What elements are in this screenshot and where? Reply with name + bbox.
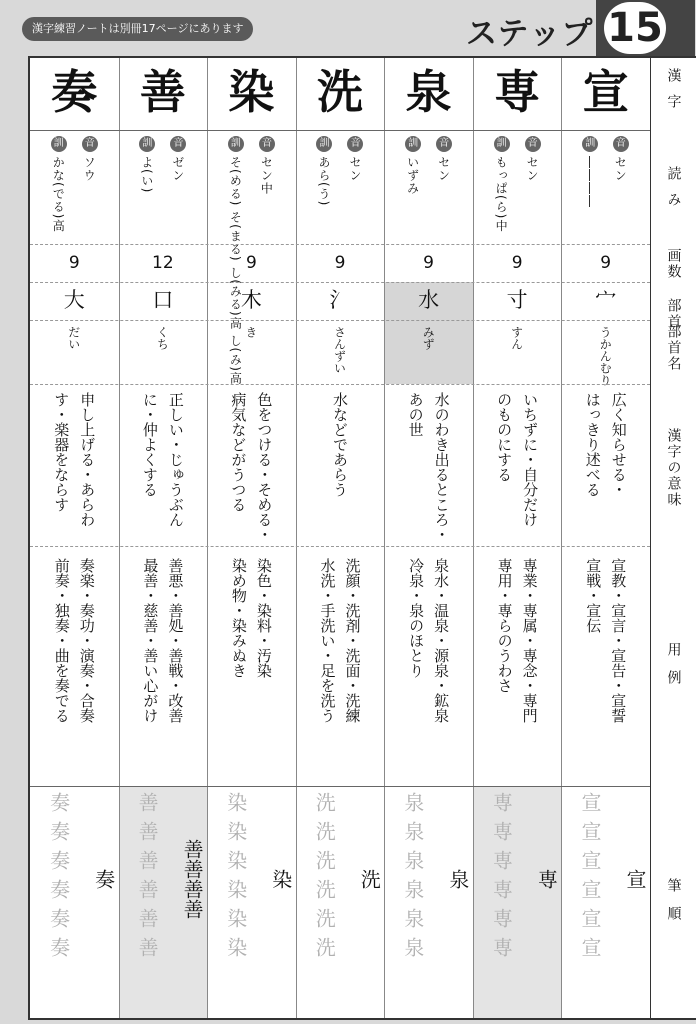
example-line: 洗顔・洗剤・洗面・洗練	[343, 558, 362, 723]
row-divider	[30, 320, 650, 321]
on-reading: セン	[613, 156, 628, 182]
radical: 氵	[329, 288, 351, 312]
on-badge: 音	[525, 136, 541, 152]
meaning-line: あの世	[406, 392, 425, 437]
kanji-column	[30, 58, 119, 1018]
label-kakusu: 画数	[665, 248, 682, 280]
meaning-line: 病気などがうつる	[229, 392, 248, 512]
example-line: 宣戦・宣伝	[584, 558, 603, 633]
on-badge: 音	[170, 136, 186, 152]
kun-reading: ――――	[583, 156, 598, 208]
example-line: 水洗・手洗い・足を洗う	[318, 558, 337, 723]
kanji-char: 善	[139, 65, 186, 119]
example-line: 前奏・独奏・曲を奏でる	[52, 558, 71, 723]
kun-reading: かな(でる)高	[51, 156, 66, 233]
meaning-line: のものにする	[495, 392, 514, 482]
on-reading: ゼン	[170, 156, 185, 182]
stroke-order	[296, 786, 385, 1018]
label-stroke-order: 筆順	[665, 878, 682, 934]
stroke-count: 12	[152, 253, 174, 273]
meaning-line: に・仲よくする	[140, 392, 159, 497]
label-examples: 用例	[665, 642, 682, 698]
meaning-line: 水などであらう	[330, 392, 349, 497]
stroke-order	[30, 786, 119, 1018]
label-bushu-name: 部首名	[665, 324, 682, 372]
stroke-order-first: 泉	[445, 869, 470, 889]
column-divider	[384, 58, 385, 1018]
radical: 大	[63, 288, 85, 312]
meaning	[207, 384, 296, 546]
kanji-char: 染	[228, 65, 275, 119]
examples	[296, 546, 385, 786]
example-line: 専用・専らのうわさ	[495, 558, 514, 693]
kun-badge: 訓	[494, 136, 510, 152]
column-divider	[207, 58, 208, 1018]
stroke-order-steps: 善善善善善善	[135, 792, 160, 966]
stroke-order-steps: 泉泉泉泉泉泉	[400, 792, 425, 966]
meaning	[473, 384, 562, 546]
meaning-line: はっきり述べる	[583, 392, 602, 497]
on-reading: ソウ	[82, 156, 97, 182]
stroke-count: 9	[68, 253, 80, 273]
column-divider	[296, 58, 297, 1018]
radical: 寸	[506, 288, 528, 312]
stroke-order-steps: 宣宣宣宣宣宣	[577, 792, 602, 966]
row-labels	[650, 58, 696, 1018]
radical-name-cell	[384, 320, 473, 384]
stroke-count: 9	[600, 253, 612, 273]
row-divider	[30, 282, 650, 283]
readings	[296, 130, 385, 244]
examples	[473, 546, 562, 786]
label-yomi: 読み	[665, 166, 682, 218]
examples	[207, 546, 296, 786]
column-divider	[119, 58, 120, 1018]
kanji-char: 専	[494, 65, 541, 119]
meaning-line: 広く知らせる・	[609, 392, 628, 497]
kanji-column	[296, 58, 385, 1018]
on-reading: セン	[436, 156, 451, 182]
meaning-line: す・楽器をならす	[52, 392, 71, 512]
meaning	[30, 384, 119, 546]
kanji-column	[119, 58, 208, 1018]
kanji-column	[384, 58, 473, 1018]
kun-badge: 訓	[582, 136, 598, 152]
example-line: 泉水・温泉・源泉・鉱泉	[432, 558, 451, 723]
meaning-line: 正しい・じゅうぶん	[166, 392, 185, 527]
radical-name: き	[243, 326, 258, 338]
meaning-line: いちずに・自分だけ	[521, 392, 540, 527]
label-bushu: 部首	[665, 298, 682, 330]
stroke-order-first: 奏	[91, 869, 116, 889]
kun-reading: あら(う)	[316, 156, 331, 207]
on-badge: 音	[613, 136, 629, 152]
radical-name-cell	[207, 320, 296, 384]
kanji-char: 洗	[316, 65, 363, 119]
kun-badge: 訓	[316, 136, 332, 152]
radical: 水	[384, 282, 473, 320]
step-label: ステップ	[466, 16, 594, 52]
example-line: 宣教・宣言・宣告・宣誓	[609, 558, 628, 723]
radical-name: くち	[155, 326, 170, 350]
readings	[384, 130, 473, 244]
stroke-order-steps: 染染染染染染	[223, 792, 248, 966]
meaning	[384, 384, 473, 546]
example-line: 善悪・善処・善戦・改善	[166, 558, 185, 723]
radical-name: みず	[421, 326, 436, 350]
readings	[473, 130, 562, 244]
step-number: 15	[604, 2, 666, 54]
stroke-order	[207, 786, 296, 1018]
stroke-count: 9	[423, 253, 434, 273]
example-line: 専業・専属・専念・専門	[520, 558, 539, 723]
kanji-char: 宣	[582, 65, 629, 119]
on-badge: 音	[347, 136, 363, 152]
on-reading: セン中	[259, 156, 274, 195]
column-divider	[561, 58, 562, 1018]
radical-name: すん	[509, 326, 524, 350]
radical-name-cell	[473, 320, 562, 384]
on-badge: 音	[436, 136, 452, 152]
kun-badge: 訓	[405, 136, 421, 152]
kun-badge: 訓	[139, 136, 155, 152]
on-reading: セン	[347, 156, 362, 182]
stroke-order	[119, 786, 208, 1018]
examples	[384, 546, 473, 786]
stroke-order-first: 宣	[622, 869, 647, 889]
kun-badge: 訓	[228, 136, 244, 152]
radical: 口	[152, 288, 174, 312]
kanji-column	[473, 58, 562, 1018]
stroke-order	[473, 786, 562, 1018]
label-kanji: 漢字	[665, 68, 682, 120]
kanji-table	[28, 56, 696, 1020]
on-reading: セン	[525, 156, 540, 182]
row-divider	[30, 130, 650, 131]
radical-name-cell	[561, 320, 650, 384]
radical-name: だい	[66, 326, 81, 350]
meaning	[561, 384, 650, 546]
radical: 木	[240, 288, 262, 312]
kanji-char: 奏	[51, 65, 98, 119]
readings	[561, 130, 650, 244]
kun-reading: もっぱ(ら)中	[494, 156, 509, 233]
row-divider	[30, 786, 650, 787]
kanji-column	[561, 58, 650, 1018]
stroke-order	[384, 786, 473, 1018]
stroke-order-steps: 奏奏奏奏奏奏	[46, 792, 71, 966]
stroke-count: 9	[246, 253, 257, 273]
radical-name-cell	[30, 320, 119, 384]
radical-name-cell	[296, 320, 385, 384]
kun-reading: いずみ	[405, 156, 420, 195]
kanji-char: 泉	[405, 65, 452, 119]
examples	[561, 546, 650, 786]
stroke-order-first: 洗	[357, 869, 382, 889]
on-badge: 音	[259, 136, 275, 152]
kun-reading: そ(める) そ(まる) し(みる)高 し(み)高	[228, 156, 243, 385]
row-divider	[30, 244, 650, 245]
meaning-line: 水のわき出るところ・	[432, 392, 451, 542]
readings	[119, 130, 208, 244]
row-divider	[30, 384, 650, 385]
meaning	[119, 384, 208, 546]
stroke-order-first: 善善善善	[180, 839, 205, 919]
radical-name-cell	[119, 320, 208, 384]
example-line: 最善・慈善・善い心がけ	[141, 558, 160, 723]
stroke-order-steps: 専専専専専専	[489, 792, 514, 966]
column-divider	[473, 58, 474, 1018]
kun-badge: 訓	[51, 136, 67, 152]
meaning-line: 色をつける・そめる・	[255, 392, 274, 542]
examples	[30, 546, 119, 786]
kanji-column	[207, 58, 296, 1018]
label-meaning: 漢字の意味	[665, 428, 682, 508]
kun-reading: よ(い)	[139, 156, 154, 194]
example-line: 染め物・染みぬき	[229, 558, 248, 678]
radical-name: うかんむり	[598, 326, 613, 386]
meaning	[296, 384, 385, 546]
examples	[119, 546, 208, 786]
meaning-line: 申し上げる・あらわ	[78, 392, 97, 527]
stroke-count: 9	[511, 253, 523, 273]
on-badge: 音	[82, 136, 98, 152]
workbook-note: 漢字練習ノートは別冊17ページにあります	[22, 17, 253, 41]
stroke-order-first: 専	[534, 869, 559, 889]
row-divider	[30, 546, 650, 547]
readings	[207, 130, 296, 385]
stroke-order-steps: 洗洗洗洗洗洗	[312, 792, 337, 966]
example-line: 冷泉・泉のほとり	[407, 558, 426, 678]
stroke-count: 9	[334, 253, 346, 273]
stroke-order	[561, 786, 650, 1018]
example-line: 染色・染料・汚染	[254, 558, 273, 678]
radical: 宀	[595, 288, 617, 312]
stroke-order-first: 染	[268, 869, 293, 889]
readings	[30, 130, 119, 244]
example-line: 奏楽・奏功・演奏・合奏	[77, 558, 96, 723]
radical-name: さんずい	[332, 326, 347, 374]
